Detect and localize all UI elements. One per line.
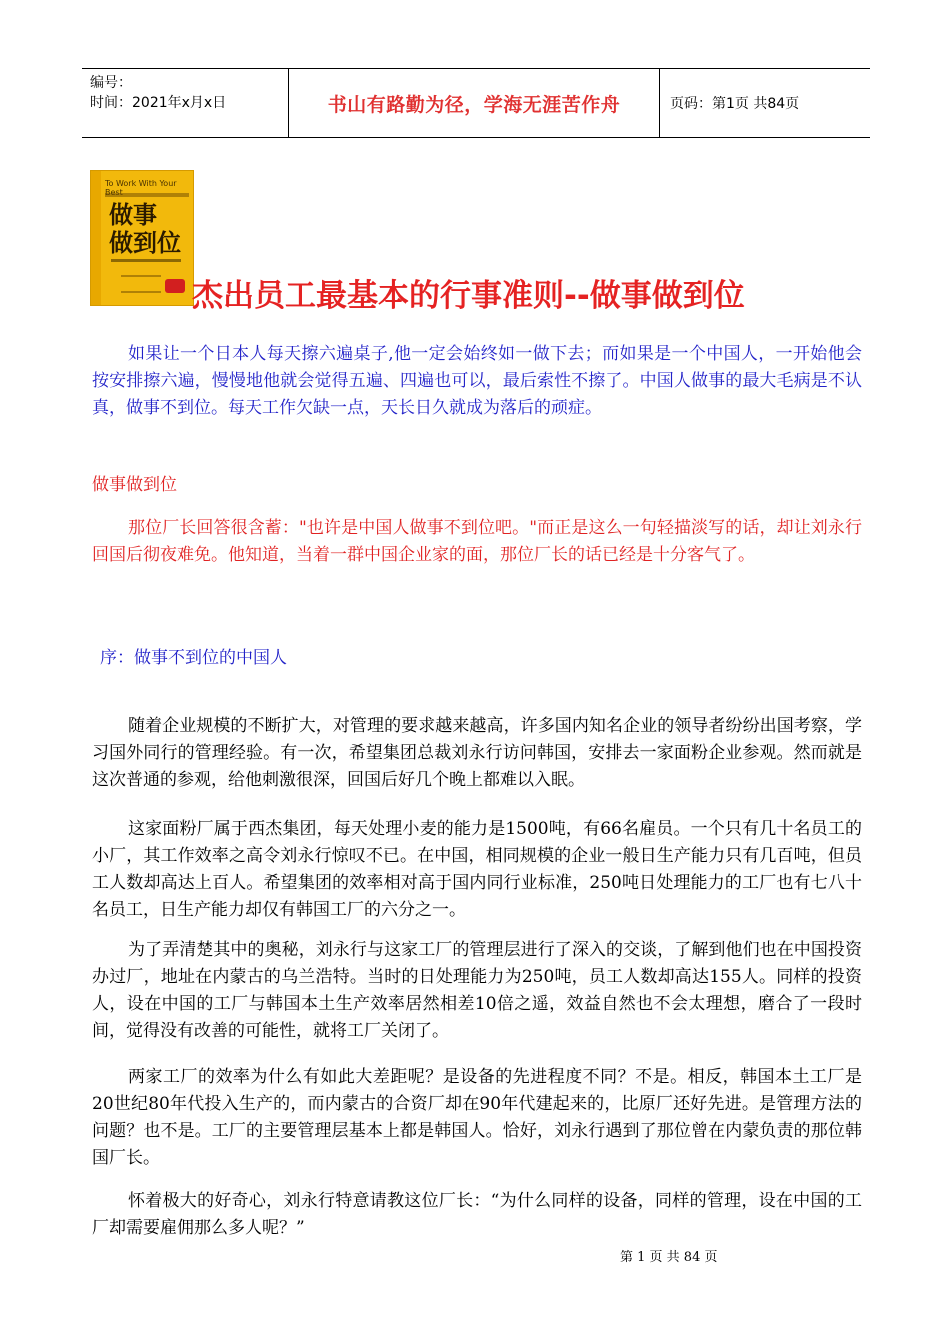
intro-paragraph: 如果让一个日本人每天擦六遍桌子,他一定会始终如一做下去；而如果是一个中国人，一开始他会按安排擦六遍，慢慢地他就会觉得五遍、四遍也可以，最后索性不擦了。中国人做事的最大毛病是不认真，做事不到位。每天工作欠缺一点，天长日久就成为落后的顽症。: [92, 344, 862, 418]
book-cover-title: 做事 做到位: [109, 201, 181, 257]
header-motto: 书山有路勤为径，学海无涯苦作舟: [289, 69, 660, 137]
body-paragraph: 这家面粉厂属于西杰集团，每天处理小麦的能力是1500吨，有66名雇员。一个只有几十名员工的小厂，其工作效率之高令刘永行惊叹不已。在中国，相同规模的企业一般日生产能力只有几百吨，但员工人数却高达上百人。希望集团的效率相对高于国内同行业标准，250吨日处理能力的工厂也有七八十名员工，日生产能力却仅有韩国工厂的六分之一。: [92, 819, 862, 920]
body-paragraph: 两家工厂的效率为什么有如此大差距呢？是设备的先进程度不同？不是。相反，韩国本土工厂是20世纪80年代投入生产的，而内蒙古的合资厂却在90年代建起来的，比原厂还好先进。是管理方法的问题？也不是。工厂的主要管理层基本上都是韩国人。恰好，刘永行遇到了那位曾在内蒙负责的那位韩国厂长。: [92, 1067, 862, 1168]
book-cover-line: [121, 291, 161, 293]
section-paragraph: 那位厂长回答很含蓄："也许是中国人做事不到位吧。"而正是这么一句轻描淡写的话，却让刘永行回国后彻夜难免。他知道，当着一群中国企业家的面，那位厂长的话已经是十分客气了。: [92, 518, 862, 565]
book-cover-en-title: To Work With Your: [105, 179, 177, 188]
page-footer: 第 1 页 共 84 页: [620, 1250, 718, 1265]
book-cover-line: [121, 275, 161, 277]
document-header: [82, 68, 870, 138]
book-cover-tagline-bar: [111, 259, 181, 262]
section-heading: 做事做到位: [92, 475, 177, 495]
header-meta: [82, 69, 289, 137]
document-number: 编号：: [90, 75, 132, 91]
body-paragraph: 随着企业规模的不断扩大，对管理的要求越来越高，许多国内知名企业的领导者纷纷出国考察，学习国外同行的管理经验。有一次，希望集团总裁刘永行访问韩国，安排去一家面粉企业参观。然而就是这次普通的参观，给他刺激很深，回国后好几个晚上都难以入眠。: [92, 716, 862, 790]
book-cover-subtitle-bar: [105, 193, 189, 197]
book-spine: [91, 171, 101, 305]
book-cover-badge: [165, 279, 185, 293]
book-cover-image: [90, 170, 194, 306]
header-page-info: 页码：第1页 共84页: [670, 96, 800, 112]
page-title: 杰出员工最基本的行事准则--做事做到位: [192, 278, 745, 314]
body-paragraph: 怀着极大的好奇心，刘永行特意请教这位厂长：“为什么同样的设备，同样的管理，设在中国的工厂却需要雇佣那么多人呢？”: [92, 1191, 862, 1238]
body-paragraph: 为了弄清楚其中的奥秘，刘永行与这家工厂的管理层进行了深入的交谈，了解到他们也在中国投资办过厂，地址在内蒙古的乌兰浩特。当时的日处理能力为250吨，员工人数却高达155人。同样的投资人，设在中国的工厂与韩国本土生产效率居然相差10倍之遥，效益自然也不会太理想，磨合了一段时间，觉得没有改善的可能性，就将工厂关闭了。: [92, 940, 862, 1041]
document-date: 时间：2021年x月x日: [90, 95, 227, 111]
section-heading-preface: 序：做事不到位的中国人: [100, 648, 287, 668]
